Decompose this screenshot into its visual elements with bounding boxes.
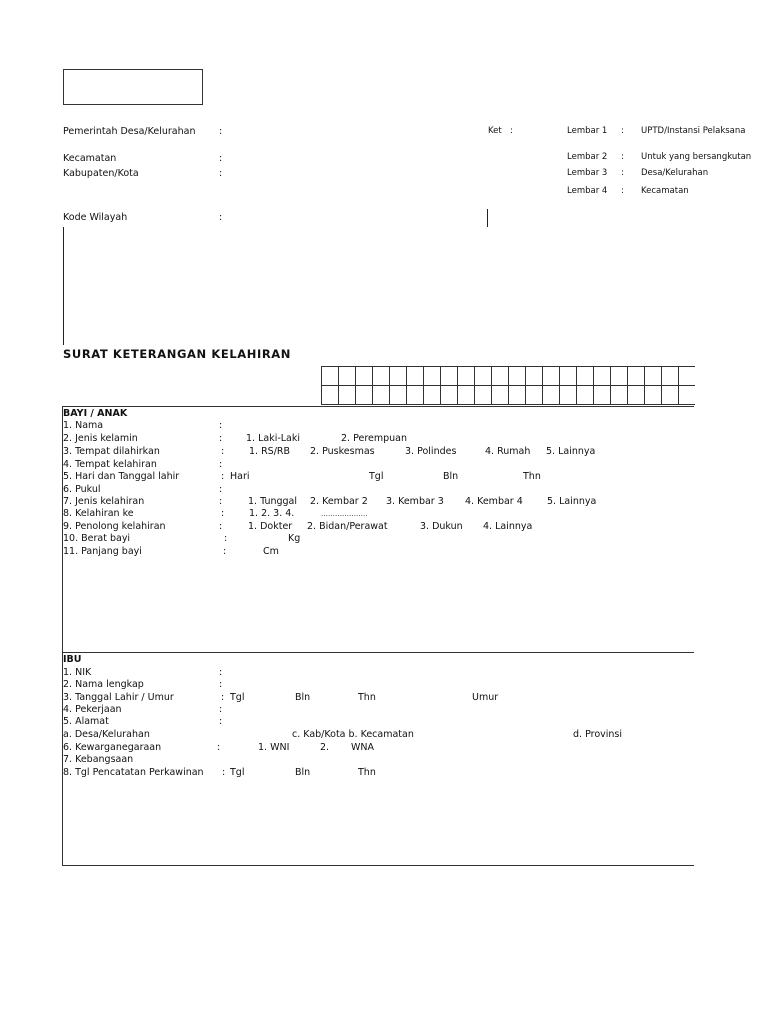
ibu-tgl-lahir-label: 3. Tanggal Lahir / Umur [63, 692, 174, 703]
lembar-2-value: Untuk yang bersangkutan [641, 152, 752, 162]
bayi-nama-colon: : [219, 420, 223, 431]
option-bidan-perawat[interactable]: 2. Bidan/Perawat [307, 521, 388, 532]
lembar-3-label: Lembar 3 [567, 168, 608, 178]
option-puskesmas[interactable]: 2. Puskesmas [310, 446, 375, 457]
kelahiran-ke-dots: ……………….. [321, 510, 368, 518]
bayi-pukul-label: 6. Pukul [63, 484, 101, 495]
digit-box[interactable] [594, 367, 611, 386]
lembar-1-colon: : [621, 126, 624, 136]
option-perempuan[interactable]: 2. Perempuan [341, 433, 408, 444]
digit-box[interactable] [492, 386, 509, 405]
bayi-jenis-kelahiran-label: 7. Jenis kelahiran [63, 496, 145, 507]
digit-box[interactable] [424, 386, 441, 405]
digit-box[interactable] [611, 386, 628, 405]
lembar-1-label: Lembar 1 [567, 126, 608, 136]
digit-box[interactable] [662, 367, 679, 386]
lembar-3-colon: : [621, 168, 624, 178]
bayi-berat-colon: : [224, 533, 228, 544]
digit-box[interactable] [373, 367, 390, 386]
lembar-4-colon: : [621, 186, 624, 196]
digit-box[interactable] [441, 367, 458, 386]
digit-box[interactable] [679, 367, 696, 386]
alamat-kab-kecamatan-label: c. Kab/Kota b. Kecamatan [292, 729, 414, 740]
digit-box[interactable] [458, 367, 475, 386]
ibu-alamat-colon: : [219, 716, 223, 727]
bayi-tempat-kelahiran-label: 4. Tempat kelahiran [63, 459, 157, 470]
bayi-heading: BAYI / ANAK [63, 408, 128, 419]
document-title: SURAT KETERANGAN KELAHIRAN [63, 347, 292, 361]
bayi-penolong-label: 9. Penolong kelahiran [63, 521, 166, 532]
ibu-kewarganegaraan-label: 6. Kewarganegaraan [63, 742, 162, 753]
option-lainnya-kelahiran[interactable]: 5. Lainnya [547, 496, 597, 507]
digit-box[interactable] [407, 367, 424, 386]
digit-box[interactable] [390, 367, 407, 386]
lembar-2-colon: : [621, 152, 624, 162]
digit-box[interactable] [424, 367, 441, 386]
digit-box[interactable] [356, 367, 373, 386]
digit-box[interactable] [356, 386, 373, 405]
perkawinan-thn-field: Thn [358, 767, 376, 778]
option-lainnya-tempat[interactable]: 5. Lainnya [546, 446, 596, 457]
ibu-tgl-lahir-colon: : [221, 692, 225, 703]
digit-box[interactable] [475, 367, 492, 386]
bln-field-label: Bln [443, 471, 459, 482]
text-cursor-mark [487, 209, 488, 227]
kode-wilayah-label: Kode Wilayah [63, 212, 128, 223]
digit-box[interactable] [628, 386, 645, 405]
ibu-alamat-label: 5. Alamat [63, 716, 109, 727]
bayi-tempat-dilahirkan-label: 3. Tempat dilahirkan [63, 446, 160, 457]
ibu-thn-field: Thn [358, 692, 376, 703]
digit-box[interactable] [543, 386, 560, 405]
ibu-tgl-field: Tgl [230, 692, 245, 703]
kode-wilayah-colon: : [219, 212, 223, 223]
ibu-pekerjaan-label: 4. Pekerjaan [63, 704, 122, 715]
kabupaten-colon: : [219, 168, 223, 179]
digit-box[interactable] [543, 367, 560, 386]
digit-box[interactable] [407, 386, 424, 405]
digit-box[interactable] [577, 367, 594, 386]
ibu-tgl-perkawinan-label: 8. Tgl Pencatatan Perkawinan [63, 767, 204, 778]
digit-box[interactable] [492, 367, 509, 386]
ket-label: Ket [488, 126, 502, 136]
ibu-nik-label: 1. NIK [63, 667, 92, 678]
ibu-kebangsaan-label: 7. Kebangsaan [63, 754, 134, 765]
option-wna[interactable]: WNA [351, 742, 374, 753]
kecamatan-colon: : [219, 153, 223, 164]
digit-box[interactable] [645, 367, 662, 386]
bayi-jenis-kelamin-colon: : [219, 433, 223, 444]
lembar-1-value: UPTD/Instansi Pelaksana [641, 126, 746, 136]
alamat-desa-label: a. Desa/Kelurahan [63, 729, 150, 740]
digit-box[interactable] [679, 386, 696, 405]
bayi-penolong-colon: : [219, 521, 223, 532]
ibu-heading: IBU [63, 654, 82, 665]
bayi-pukul-colon: : [219, 484, 223, 495]
ket-colon: : [510, 126, 513, 136]
bayi-jenis-kelamin-label: 2. Jenis kelamin [63, 433, 138, 444]
option-tunggal[interactable]: 1. Tunggal [248, 496, 298, 507]
digit-box[interactable] [475, 386, 492, 405]
bayi-tempat-dilahirkan-colon: : [221, 446, 225, 457]
option-kembar-3[interactable]: 3. Kembar 3 [386, 496, 444, 507]
left-margin-rule [63, 227, 64, 345]
pemerintah-colon: : [219, 126, 223, 137]
digit-box[interactable] [611, 367, 628, 386]
ibu-nama-label: 2. Nama lengkap [63, 679, 144, 690]
digit-box[interactable] [373, 386, 390, 405]
option-rs-rb[interactable]: 1. RS/RB [249, 446, 291, 457]
digit-box[interactable] [560, 367, 577, 386]
bayi-hari-tanggal-label: 5. Hari dan Tanggal lahir [63, 471, 180, 482]
panjang-unit: Cm [263, 546, 279, 557]
digit-box[interactable] [594, 386, 611, 405]
bayi-berat-label: 10. Berat bayi [63, 533, 131, 544]
option-wni[interactable]: 1. WNI [258, 742, 290, 753]
option-kembar-4[interactable]: 4. Kembar 4 [465, 496, 523, 507]
ibu-section-box [62, 651, 694, 866]
bayi-kelahiran-ke-label: 8. Kelahiran ke [63, 508, 134, 519]
option-dokter[interactable]: 1. Dokter [248, 521, 293, 532]
number-grid-row [322, 367, 696, 386]
digit-box[interactable] [441, 386, 458, 405]
lembar-4-label: Lembar 4 [567, 186, 608, 196]
lembar-4-value: Kecamatan [641, 186, 689, 196]
lembar-2-label: Lembar 2 [567, 152, 608, 162]
perkawinan-bln-field: Bln [295, 767, 311, 778]
option-rumah[interactable]: 4. Rumah [485, 446, 531, 457]
bayi-panjang-colon: : [223, 546, 227, 557]
stamp-box [63, 69, 203, 105]
digit-box[interactable] [526, 367, 543, 386]
alamat-provinsi-label: d. Provinsi [573, 729, 623, 740]
bayi-kelahiran-ke-colon: : [221, 508, 225, 519]
option-dukun[interactable]: 3. Dukun [420, 521, 463, 532]
option-lainnya-penolong[interactable]: 4. Lainnya [483, 521, 533, 532]
kabupaten-label: Kabupaten/Kota [63, 168, 139, 179]
digit-box[interactable] [628, 367, 645, 386]
digit-box[interactable] [560, 386, 577, 405]
digit-box[interactable] [322, 386, 339, 405]
kelahiran-ke-options[interactable]: 1. 2. 3. 4. [249, 508, 295, 519]
pemerintah-label: Pemerintah Desa/Kelurahan [63, 126, 196, 137]
digit-box[interactable] [577, 386, 594, 405]
bayi-nama-label: 1. Nama [63, 420, 104, 431]
ibu-pekerjaan-colon: : [219, 704, 223, 715]
hari-field-label: Hari [230, 471, 250, 482]
kecamatan-label: Kecamatan [63, 153, 117, 164]
ibu-umur-field: Umur [472, 692, 499, 703]
digit-box[interactable] [322, 367, 339, 386]
digit-box[interactable] [526, 386, 543, 405]
digit-box[interactable] [339, 386, 356, 405]
number-grid [321, 366, 695, 405]
lembar-3-value: Desa/Kelurahan [641, 168, 709, 178]
ibu-nik-colon: : [219, 667, 223, 678]
tgl-field-label: Tgl [369, 471, 384, 482]
ibu-bln-field: Bln [295, 692, 311, 703]
number-grid-row [322, 386, 696, 405]
perkawinan-tgl-field: Tgl [230, 767, 245, 778]
ibu-kewarganegaraan-colon: : [217, 742, 221, 753]
digit-box[interactable] [458, 386, 475, 405]
digit-box[interactable] [390, 386, 407, 405]
option-polindes[interactable]: 3. Polindes [405, 446, 457, 457]
option-kembar-2[interactable]: 2. Kembar 2 [310, 496, 368, 507]
bayi-jenis-kelahiran-colon: : [219, 496, 223, 507]
digit-box[interactable] [509, 386, 526, 405]
digit-box[interactable] [509, 367, 526, 386]
digit-box[interactable] [339, 367, 356, 386]
ibu-nama-colon: : [219, 679, 223, 690]
option-2-marker: 2. [320, 742, 330, 753]
thn-field-label: Thn [523, 471, 541, 482]
berat-unit: Kg [288, 533, 301, 544]
digit-box[interactable] [662, 386, 679, 405]
bayi-hari-tanggal-colon: : [221, 471, 225, 482]
ibu-tgl-perkawinan-colon: : [222, 767, 226, 778]
option-laki-laki[interactable]: 1. Laki-Laki [246, 433, 301, 444]
digit-box[interactable] [645, 386, 662, 405]
bayi-panjang-label: 11. Panjang bayi [63, 546, 142, 557]
bayi-tempat-kelahiran-colon: : [219, 459, 223, 470]
